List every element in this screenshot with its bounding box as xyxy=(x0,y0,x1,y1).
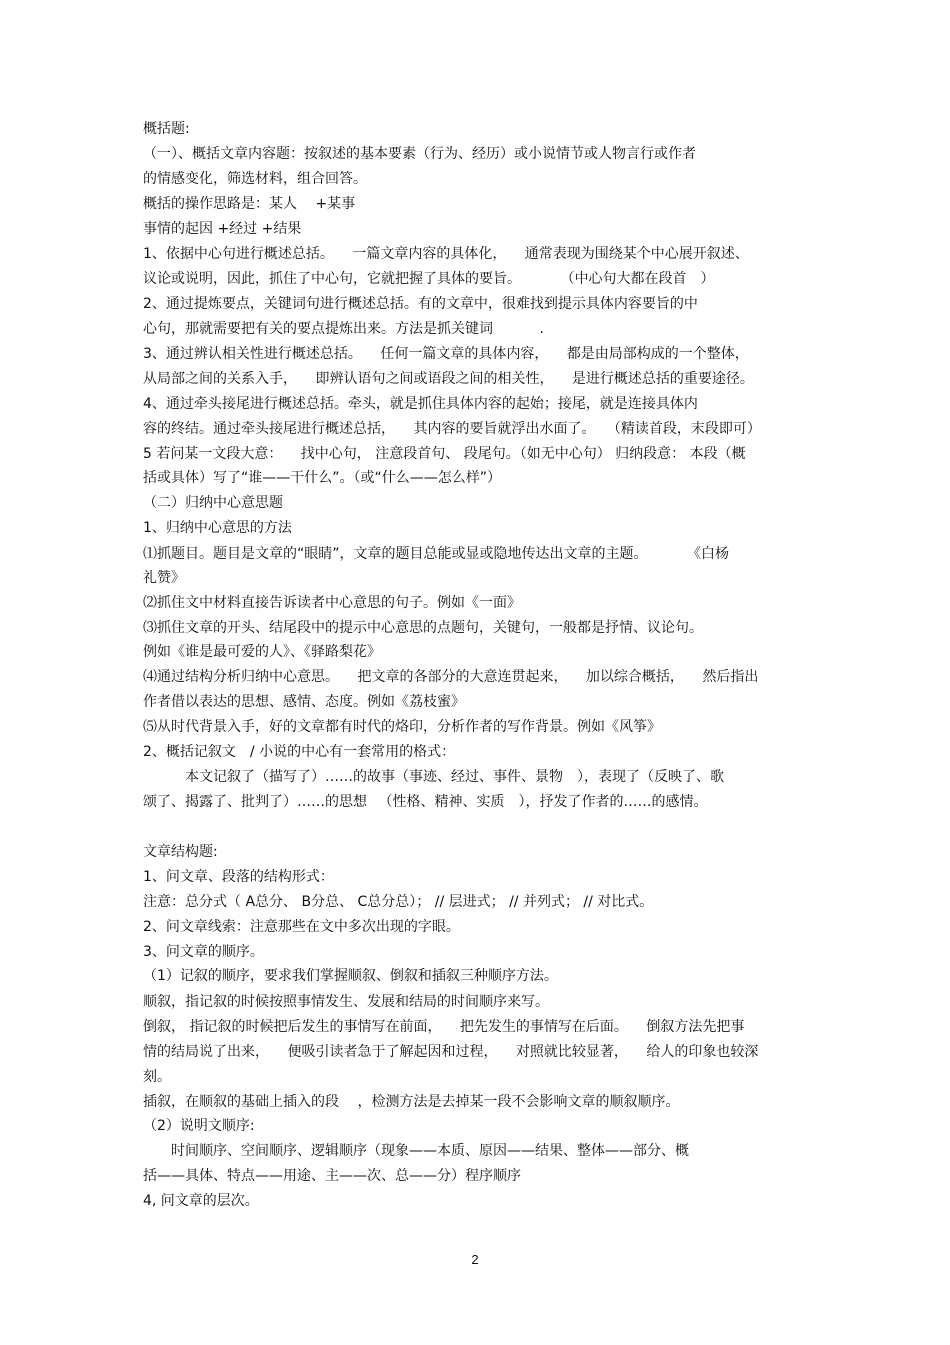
text-line: 本文记叙了（描写了）……的故事（事迹、经过、事件、景物 ），表现了（反映了、歌 xyxy=(143,769,724,785)
text-line: 作者借以表达的思想、感情、态度。例如《荔枝蜜》 xyxy=(143,694,465,710)
text-line: 3、问文章的顺序。 xyxy=(143,944,264,960)
text-line: （1）记叙的顺序，要求我们掌握顺叙、倒叙和插叙三种顺序方法。 xyxy=(143,968,558,984)
text-line: 2、问文章线索：注意那些在文中多次出现的字眼。 xyxy=(143,919,460,935)
text-line: 概括题: xyxy=(143,121,190,137)
text-line: 容的终结。通过牵头接尾进行概述总括， 其内容的要旨就浮出水面了。 （精读首段，末段即可） xyxy=(143,421,761,437)
text-line: 5 若问某一文段大意： 找中心句， 注意段首句、 段尾句。（如无中心句） 归纳段意： 本段（概 xyxy=(143,446,746,462)
text-line: ⑴抓题目。题目是文章的“眼睛”，文章的题目总能或显或隐地传达出文章的主题。 《白杨 xyxy=(143,546,729,562)
text-line: ⑶抓住文章的开头、结尾段中的提示中心意思的点题句，关键句，一般都是抒情、议论句。 xyxy=(143,620,703,636)
section-heading: 文章结构题: xyxy=(143,844,218,860)
text-line: 4, 问文章的层次。 xyxy=(143,1193,259,1209)
text-line: 3、通过辨认相关性进行概述总括。 任何一篇文章的具体内容， 都是由局部构成的一个整体， xyxy=(143,346,749,362)
text-line: 时间顺序、空间顺序、逻辑顺序（现象——本质、原因——结果、整体——部分、概 xyxy=(143,1143,689,1159)
text-line: 顺叙，指记叙的时候按照事情发生、发展和结局的时间顺序来写。 xyxy=(143,994,549,1010)
text-line: 议论或说明，因此，抓住了中心句，它就把握了具体的要旨。 （中心句大都在段首 ） xyxy=(143,271,715,287)
text-line: 2、概括记叙文 / 小说的中心有一套常用的格式： xyxy=(143,744,456,760)
text-line: 刻。 xyxy=(143,1069,171,1085)
text-line: 括或具体）写了“谁——干什么”。（或“什么——怎么样”） xyxy=(143,470,502,486)
text-line: 注意：总分式（ A总分、 B分总、 C总分总）； // 层进式； // 并列式； // 对比式。 xyxy=(143,894,654,910)
text-line: 1、问文章、段落的结构形式： xyxy=(143,869,334,885)
text-line: 颂了、揭露了、批判了）……的思想 （性格、精神、实质 ），抒发了作者的……的感情。 xyxy=(143,794,708,810)
text-line: 例如《谁是最可爱的人》、《驿路梨花》 xyxy=(143,644,381,660)
text-line: 倒叙， 指记叙的时候把后发生的事情写在前面， 把先发生的事情写在后面。 倒叙方法先把事 xyxy=(143,1019,745,1035)
text-line: 的情感变化，筛选材料，组合回答。 xyxy=(143,171,367,187)
text-line: 4、通过牵头接尾进行概述总括。牵头，就是抓住具体内容的起始；接尾，就是连接具体内 xyxy=(143,396,698,412)
text-line: 事情的起因 +经过 +结果 xyxy=(143,221,302,237)
text-line: 1、依据中心句进行概述总括。 一篇文章内容的具体化， 通常表现为围绕某个中心展开叙述、 xyxy=(143,246,749,262)
text-line: ⑵抓住文中材料直接告诉读者中心意思的句子。例如《一面》 xyxy=(143,595,521,611)
text-line: 从局部之间的关系入手， 即辨认语句之间或语段之间的相关性， 是进行概述总括的重要途径。 xyxy=(143,371,754,387)
text-line: ⑷通过结构分析归纳中心意思。 把文章的各部分的大意连贯起来， 加以综合概括， 然后指出 xyxy=(143,669,759,685)
text-line: 括——具体、特点——用途、主——次、总——分）程序顺序 xyxy=(143,1168,521,1184)
text-line: 1、归纳中心意思的方法 xyxy=(143,520,292,536)
text-line: 情的结局说了出来， 便吸引读者急于了解起因和过程， 对照就比较显著， 给人的印象也较深 xyxy=(143,1044,759,1060)
text-line: 插叙，在顺叙的基础上插入的段 ，检测方法是去掉某一段不会影响文章的顺叙顺序。 xyxy=(143,1094,680,1110)
text-line: （二）归纳中心意思题 xyxy=(143,495,283,511)
text-line: 礼赞》 xyxy=(143,570,185,586)
page-number: 2 xyxy=(471,1252,479,1267)
text-line: （一）、概括文章内容题：按叙述的基本要素（行为、经历）或小说情节或人物言行或作者 xyxy=(143,146,696,162)
text-line: （2）说明文顺序: xyxy=(143,1118,255,1134)
text-line: 2、通过提炼要点，关键词句进行概述总括。有的文章中，很难找到提示具体内容要旨的中 xyxy=(143,296,698,312)
text-line: ⑸从时代背景入手，好的文章都有时代的烙印，分析作者的写作背景。例如《风筝》 xyxy=(143,719,661,735)
text-line: 概括的操作思路是：某人 +某事 xyxy=(143,196,356,212)
text-line: 心句，那就需要把有关的要点提炼出来。方法是抓关键词 . xyxy=(143,321,544,337)
